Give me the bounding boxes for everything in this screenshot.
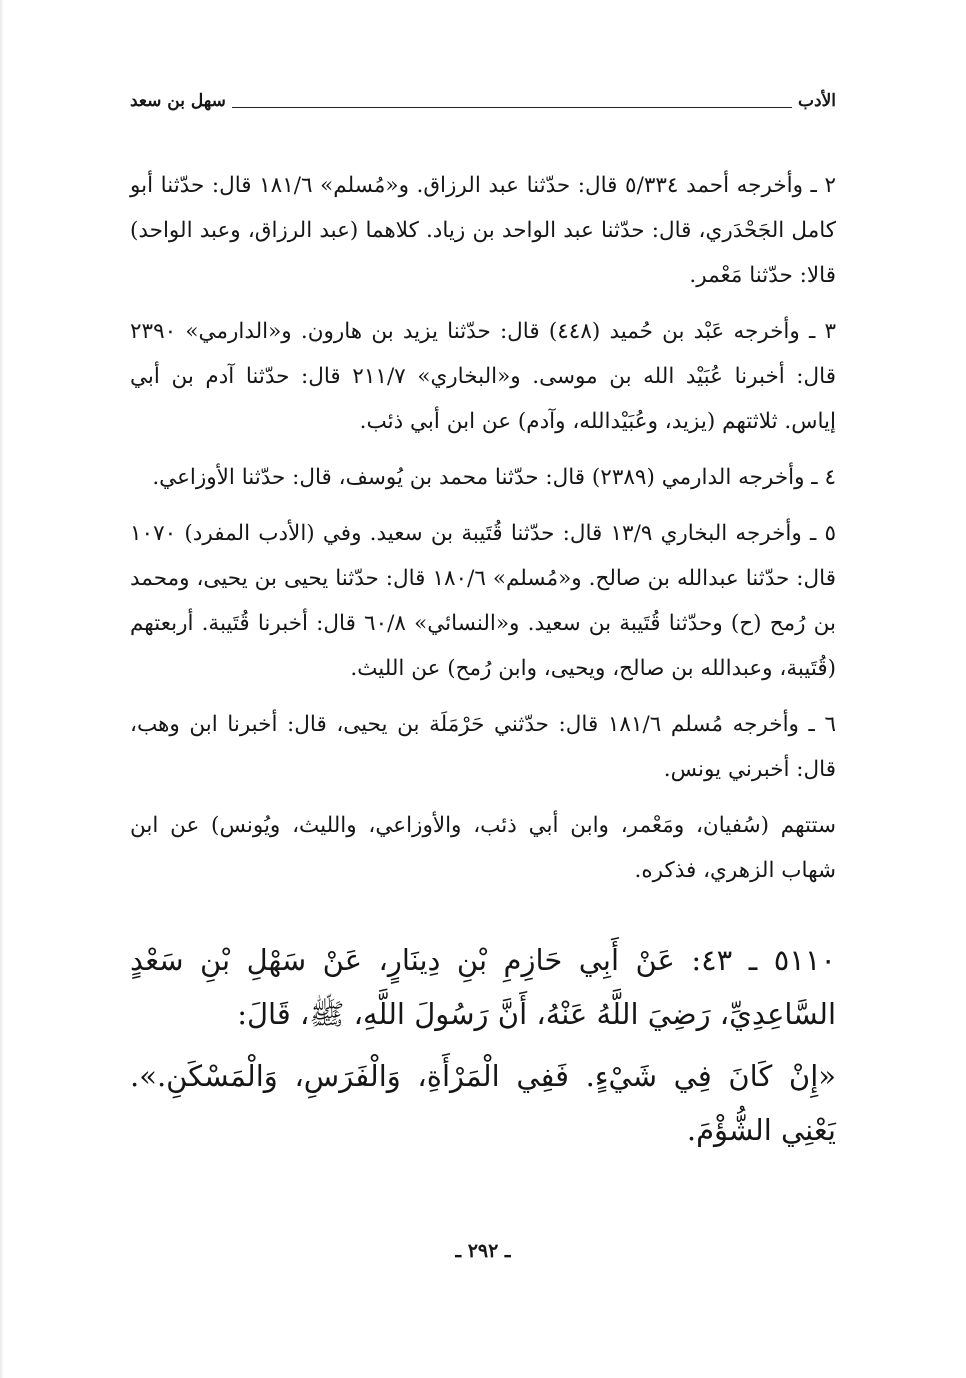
running-header xyxy=(130,86,836,116)
scan-edge xyxy=(0,0,4,1378)
hadith-isnad: ٥١١٠ ـ ٤٣: عَنْ أَبِي حَازِمِ بْنِ دِينَارٍ، عَنْ سَهْلِ بْنِ سَعْدٍ السَّاعِدِيِّ، رَضِيَ اللَّهُ عَنْهُ، أَنَّ رَسُولَ اللَّهِ، ﷺ، قَالَ: xyxy=(130,943,837,1031)
footnote-4: ٤ ـ وأخرجه الدارمي (٢٣٨٩) قال: حدّثنا محمد بن يُوسف، قال: حدّثنا الأوزاعي. xyxy=(152,465,836,490)
header-rule xyxy=(232,95,792,108)
footnote-2: ٢ ـ وأخرجه أحمد ٥/٣٣٤ قال: حدّثنا عبد الرزاق. و«مُسلم» ١٨١/٦ قال: حدّثنا أبو كامل الجَحْدَري، قال: حدّثنا عبد الواحد بن زياد. كلاهما (عبد الرزاق، وعبد الواحد) قالا: حدّثنا مَعْمر. xyxy=(130,173,836,288)
header-narrator: سهل بن سعد xyxy=(130,91,226,111)
footnote-3: ٣ ـ وأخرجه عَبْد بن حُميد (٤٤٨) قال: حدّثنا يزيد بن هارون. و«الدارمي» ٢٣٩٠ قال: أخبرنا عُبَيْد الله بن موسى. و«البخاري» ٢١١/٧ قال: حدّثنا آدم بن أبي إياس. ثلاثتهم (يزيد، وعُبَيْدالله، وآدم) عن ابن أبي ذئب. xyxy=(130,319,837,434)
page-number: ـ ٢٩٢ ـ xyxy=(455,1240,511,1262)
page-content xyxy=(130,163,836,1157)
hadith-matn: «إِنْ كَانَ فِي شَيْءٍ. فَفِي الْمَرْأَةِ، وَالْفَرَسِ، وَالْمَسْكَنِ.». يَعْنِي الشُّؤْمَ. xyxy=(130,1059,836,1147)
footnote-summary: ستتهم (سُفيان، ومَعْمر، وابن أبي ذئب، والأوزاعي، والليث، ويُونس) عن ابن شهاب الزهري، فذكره. xyxy=(130,813,836,883)
header-chapter: الأدب xyxy=(798,91,836,111)
footnote-6: ٦ ـ وأخرجه مُسلم ١٨١/٦ قال: حدّثني حَرْمَلَة بن يحيى، قال: أخبرنا ابن وهب، قال: أخبرني يونس. xyxy=(130,712,836,782)
footnote-5: ٥ ـ وأخرجه البخاري ١٣/٩ قال: حدّثنا قُتَيبة بن سعيد. وفي (الأدب المفرد) ١٠٧٠ قال: حدّثنا عبدالله بن صالح. و«مُسلم» ١٨٠/٦ قال: حدّثنا يحيى بن يحيى، ومحمد بن رُمح (ح) وحدّثنا قُتَيبة بن سعيد. و«النسائي» ٦٠/٨ قال: أخبرنا قُتَيبة. أربعتهم (قُتَيبة، وعبدالله بن صالح، ويحيى، وابن رُمح) عن الليث. xyxy=(130,521,837,681)
